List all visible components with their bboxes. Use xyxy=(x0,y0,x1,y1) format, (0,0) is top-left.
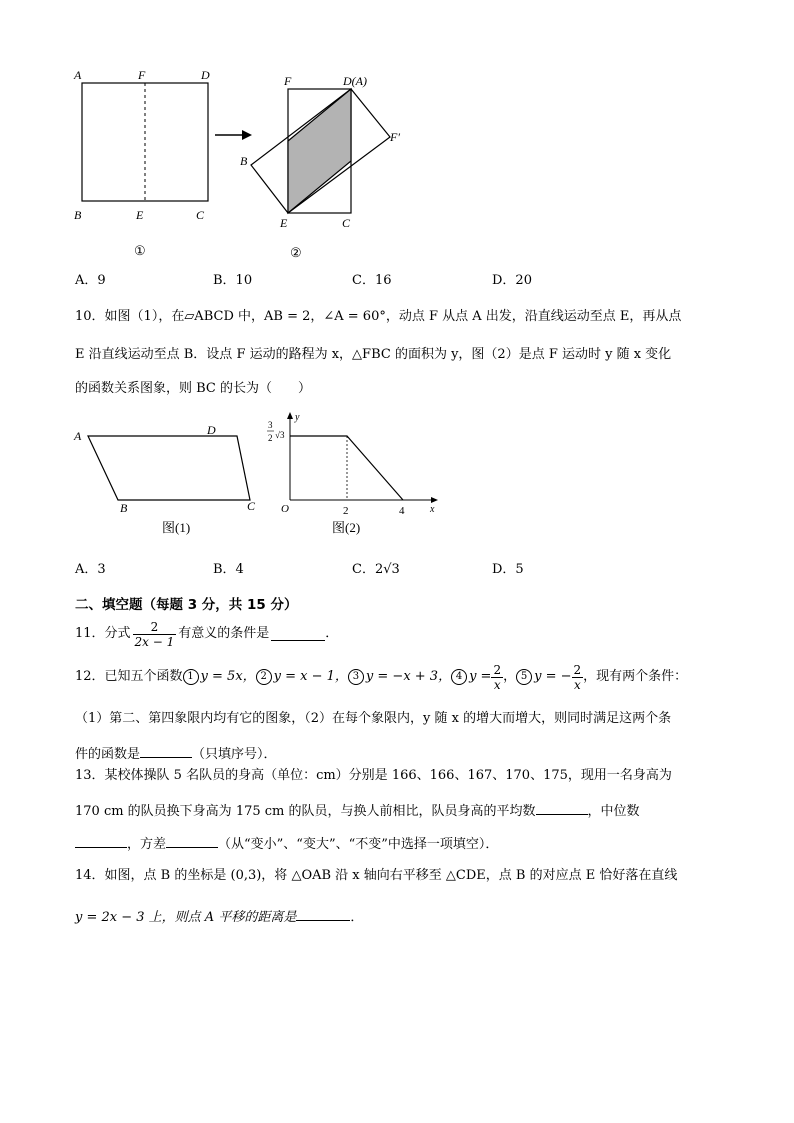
circle-2: 2 xyxy=(256,669,272,685)
q12-f5-den: x xyxy=(573,677,581,692)
q12-f5-fraction xyxy=(572,663,584,692)
q13-line3-mid: ，方差 xyxy=(127,837,167,852)
label-C2: C xyxy=(342,216,351,230)
q11-den: 2x − 1 xyxy=(134,634,175,649)
label-F: F xyxy=(138,68,146,82)
q9-option-d: D．20 xyxy=(492,273,532,288)
label-A3: A xyxy=(74,429,82,443)
q12-f4-post: ， xyxy=(503,669,517,684)
label-C3: C xyxy=(247,499,256,513)
label-E2: E xyxy=(280,216,288,230)
q13-line3-post: （从“变小”、“变大”、“不变”中选择一项填空）． xyxy=(218,837,499,852)
label-C: C xyxy=(196,208,205,222)
label-F2: F xyxy=(284,74,292,88)
y-tick-rad: √3 xyxy=(275,430,285,440)
q12-f4-fraction xyxy=(491,663,503,692)
q14-line-1: 14．如图，点 B 的坐标是 (0,3)，将 △OAB 沿 x 轴向右平移至 △CDE，点 B 的对应点 E 恰好落在直线 xyxy=(75,868,678,883)
q10-option-b: B．4 xyxy=(213,562,244,577)
label-A: A xyxy=(74,68,82,82)
x-label: x xyxy=(430,504,435,515)
q12-f3: y = −x + 3， xyxy=(365,669,452,684)
q10-line-3: 的函数关系图象，则 BC 的长为（ ） xyxy=(75,381,312,396)
q12-line3-post: （只填序号）． xyxy=(192,747,277,762)
q13-blank-median[interactable] xyxy=(75,835,127,848)
label-DA: D(A) xyxy=(343,74,367,88)
arrow-icon xyxy=(242,130,252,140)
q13-blank-mean[interactable] xyxy=(536,802,588,815)
q10-line-2: E 沿直线运动至点 B．设点 F 运动的路程为 x，△FBC 的面积为 y，图（2）是点 F 运动时 y 随 x 变化 xyxy=(75,347,672,362)
q14-line2-pre: y = 2x − 3 上，则点 A 平移的距离是 xyxy=(75,910,297,925)
label-B: B xyxy=(74,208,82,222)
q12-prefix: 12．已知五个函数 xyxy=(75,669,183,684)
caption-1: ① xyxy=(134,243,146,258)
x-arrow-icon xyxy=(431,497,438,503)
section-2-title: 二、填空题（每题 3 分，共 15 分） xyxy=(75,597,298,613)
y-tick-den: 2 xyxy=(268,433,273,443)
left-square xyxy=(82,83,208,201)
q12-f1: y = 5x， xyxy=(200,669,256,684)
q11-prefix: 11．分式 xyxy=(75,626,131,641)
q12-f4-pre: y = xyxy=(469,669,492,684)
q10-option-c: C．2√3 xyxy=(352,562,400,577)
caption-fig1: 图(1) xyxy=(162,520,191,535)
q12-f5-num: 2 xyxy=(573,662,582,677)
q12-f5-post: ，现有两个条件： xyxy=(583,669,688,684)
q13-line-2 xyxy=(75,802,640,820)
q12-f2: y = x − 1， xyxy=(273,669,348,684)
x-tick-2: 2 xyxy=(343,505,349,517)
q13-line2-pre: 170 cm 的队员换下身高为 175 cm 的队员，与换人前相比，队员身高的平均数 xyxy=(75,804,536,819)
q14-line-2 xyxy=(75,908,363,926)
q11-num: 2 xyxy=(133,620,177,635)
q13-line-3 xyxy=(75,835,498,853)
x-tick-4: 4 xyxy=(399,505,405,517)
q11-blank[interactable] xyxy=(271,628,325,641)
circle-1: 1 xyxy=(183,669,199,685)
q12-f4-num: 2 xyxy=(493,662,502,677)
q12-line-3 xyxy=(75,745,277,763)
y-arrow-icon xyxy=(287,412,293,419)
q10-option-d: D．5 xyxy=(492,562,524,577)
q13-line-1: 13．某校体操队 5 名队员的身高（单位：cm）分别是 166、166、167、170、175，现用一名身高为 xyxy=(75,768,672,783)
label-E: E xyxy=(136,208,144,222)
q12-blank[interactable] xyxy=(140,745,192,758)
label-D: D xyxy=(201,68,210,82)
q14-line2-post: ． xyxy=(350,910,364,925)
graph-line xyxy=(290,436,403,500)
label-B2: B xyxy=(240,154,248,168)
q12-f5-pre: y = − xyxy=(534,669,572,684)
origin-label: O xyxy=(281,503,289,515)
label-B3: B xyxy=(120,501,128,515)
circle-5: 5 xyxy=(516,669,532,685)
q9-option-b: B．10 xyxy=(213,273,253,288)
y-label: y xyxy=(295,412,300,423)
caption-2: ② xyxy=(290,245,302,260)
q12-f4-den: x xyxy=(493,677,501,692)
q9-option-a: A．9 xyxy=(75,273,106,288)
q12-line3-pre: 件的函数是 xyxy=(75,747,141,762)
caption-fig2: 图(2) xyxy=(332,520,361,535)
q10-line-1: 10．如图（1），在▱ABCD 中，AB = 2，∠A = 60°，动点 F 从点 A 出发，沿直线运动至点 E，再从点 xyxy=(75,309,682,324)
q10-option-a: A．3 xyxy=(75,562,106,577)
q9-option-c: C．16 xyxy=(352,273,392,288)
q10-figures xyxy=(70,410,450,540)
circle-3: 3 xyxy=(348,669,364,685)
y-tick-num: 3 xyxy=(268,420,273,430)
label-D3: D xyxy=(207,423,216,437)
circle-4: 4 xyxy=(451,669,467,685)
q11-suffix: 有意义的条件是 xyxy=(178,626,270,641)
q13-blank-variance[interactable] xyxy=(166,835,218,848)
q9-figure xyxy=(70,65,430,265)
q11-end: ． xyxy=(325,626,339,641)
parallelogram xyxy=(88,436,250,500)
shaded-rhombus xyxy=(288,89,351,213)
q14-blank[interactable] xyxy=(296,908,350,921)
q11 xyxy=(75,616,338,652)
q13-line2-post: ，中位数 xyxy=(587,804,640,819)
label-Fprime: F′ xyxy=(390,130,400,144)
q12-line-1 xyxy=(75,659,687,695)
q12-line-2: （1）第二、第四象限内均有它的图象，（2）在每个象限内，y 随 x 的增大而增大，则同时满足这两个条 xyxy=(75,711,672,726)
q11-fraction xyxy=(133,620,177,649)
